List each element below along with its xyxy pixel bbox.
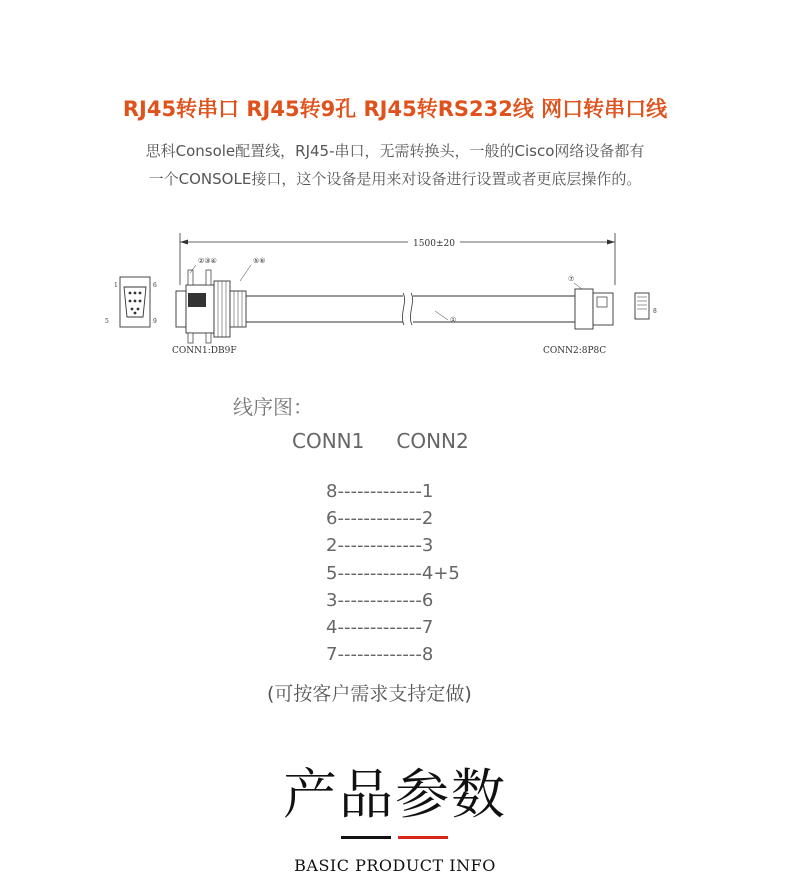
callout-2-3-4: ②③④ bbox=[198, 257, 217, 265]
db9-front-view bbox=[105, 277, 157, 327]
description-line-1: 思科Console配置线，RJ45-串口，无需转换头，一般的Cisco网络设备都有 bbox=[145, 142, 645, 160]
divider-red bbox=[398, 836, 448, 839]
conn2-header: CONN2 bbox=[396, 429, 469, 453]
cable-diagram bbox=[100, 225, 680, 375]
connector-headers bbox=[292, 429, 469, 453]
section-subtitle: BASIC PRODUCT INFO bbox=[294, 856, 496, 875]
section-title: 产品参数 bbox=[283, 763, 507, 826]
db9-pin-9-label: 9 bbox=[153, 318, 157, 325]
conn1-header: CONN1 bbox=[292, 429, 365, 453]
conn1-label: CONN1:DB9F bbox=[172, 346, 237, 356]
pin-mapping-row: 7-------------8 bbox=[326, 644, 434, 666]
db9-pin-6-label: 6 bbox=[153, 282, 157, 289]
callouts bbox=[190, 257, 582, 324]
pin-mapping-row: 6-------------2 bbox=[326, 508, 434, 530]
pin-mapping-row: 3-------------6 bbox=[326, 589, 434, 611]
pin-mapping-list bbox=[326, 478, 460, 668]
product-title: RJ45转串口 RJ45转9孔 RJ45转RS232线 网口转串口线 bbox=[122, 97, 668, 121]
description-line-2: 一个CONSOLE接口，这个设备是用来对设备进行设置或者更底层操作的。 bbox=[148, 170, 642, 188]
callout-5-6: ⑤⑥ bbox=[253, 257, 266, 265]
pin-mapping-row: 5-------------4+5 bbox=[326, 562, 460, 584]
cable-body bbox=[246, 293, 575, 325]
rj45-pin-label: 8 bbox=[653, 308, 657, 315]
length-label: 1500±20 bbox=[413, 239, 455, 249]
wiring-label: 线序图： bbox=[233, 395, 313, 419]
conn2-label: CONN2:8P8C bbox=[543, 346, 607, 356]
pin-mapping-row: 4-------------7 bbox=[326, 616, 434, 638]
db9-pin-1-label: 1 bbox=[114, 282, 118, 289]
db9-connector-side bbox=[176, 270, 246, 343]
pin-mapping-row: 2-------------3 bbox=[326, 535, 434, 557]
divider-dark bbox=[341, 836, 391, 839]
callout-1: ① bbox=[450, 316, 457, 324]
callout-7: ⑦ bbox=[568, 275, 575, 283]
rj45-connector bbox=[575, 289, 657, 329]
custom-order-note: (可按客户需求支持定做) bbox=[267, 683, 472, 705]
db9-pin-5-label: 5 bbox=[105, 318, 109, 325]
pin-mapping-row: 8-------------1 bbox=[326, 481, 434, 502]
